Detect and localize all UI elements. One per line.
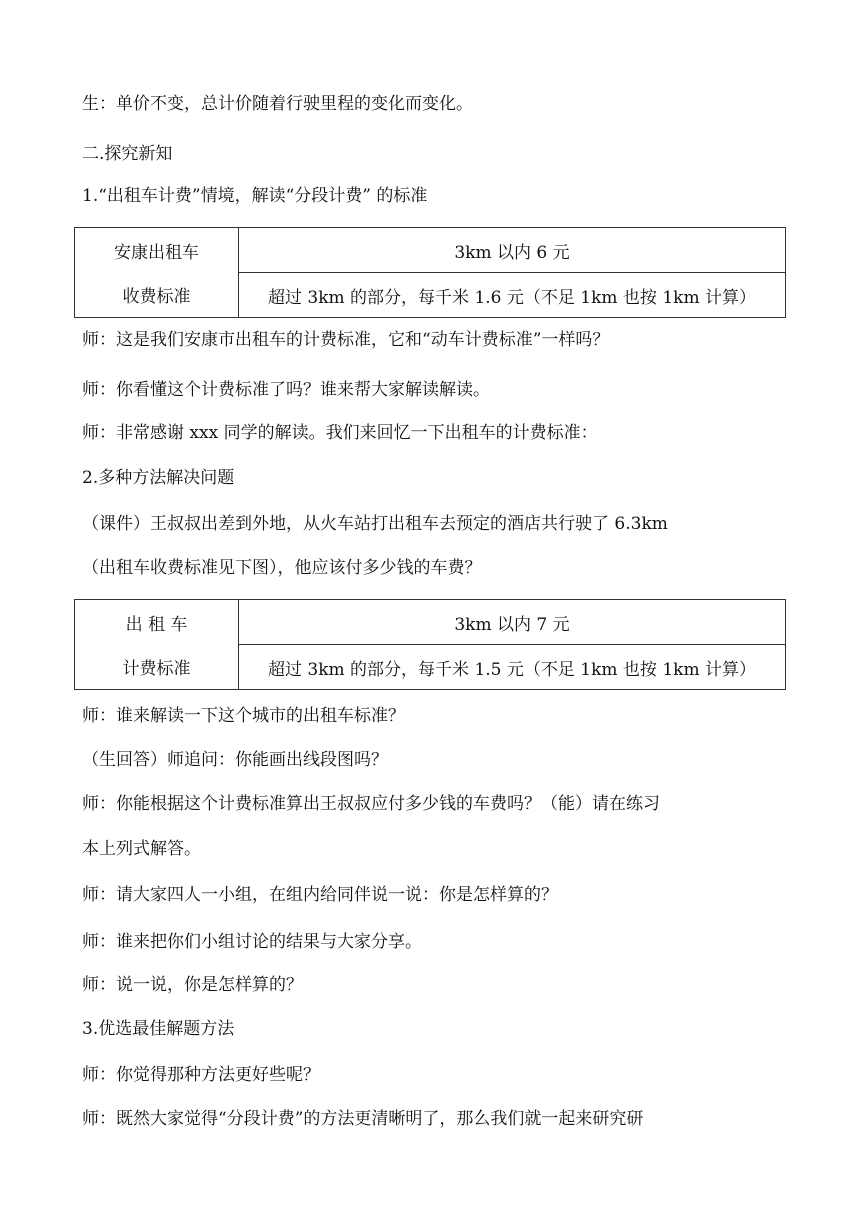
subsection-heading: 2.多种方法解决问题 <box>82 468 235 488</box>
fee-table-ankang <box>74 227 786 318</box>
paragraph-line: （生回答）师追问：你能画出线段图吗？ <box>82 750 388 770</box>
paragraph-line: 师：谁来解读一下这个城市的出租车标准？ <box>82 706 405 726</box>
paragraph-line: 师：你能根据这个计费标准算出王叔叔应付多少钱的车费吗？（能）请在练习 <box>82 794 660 814</box>
paragraph-line: 师：你看懂这个计费标准了吗？谁来帮大家解读解读。 <box>82 380 490 400</box>
paragraph-line: 师：请大家四人一小组，在组内给同伴说一说：你是怎样算的？ <box>82 885 558 905</box>
fee-table-base-rate: 3km 以内 6 元 <box>239 228 786 273</box>
paragraph-line: 师：说一说，你是怎样算的？ <box>82 975 303 995</box>
paragraph-line: 师：谁来把你们小组讨论的结果与大家分享。 <box>82 932 422 952</box>
fee-table-label-line1: 出 租 车 <box>125 615 188 635</box>
paragraph-line: （课件）王叔叔出差到外地，从火车站打出租车去预定的酒店共行驶了 6.3km <box>82 514 668 534</box>
fee-table-base-rate: 3km 以内 7 元 <box>239 600 786 645</box>
fee-table-label-line1: 安康出租车 <box>114 243 199 263</box>
fee-table-label <box>75 228 239 318</box>
fee-table-label-line2: 计费标准 <box>122 659 191 679</box>
fee-table-label-line2: 收费标准 <box>122 287 191 307</box>
paragraph-line: （出租车收费标准见下图），他应该付多少钱的车费？ <box>82 558 482 578</box>
paragraph-line: 生：单价不变，总计价随着行驶里程的变化而变化。 <box>82 94 473 114</box>
fee-table-extra-rate: 超过 3km 的部分，每千米 1.5 元（不足 1km 也按 1km 计算） <box>239 645 786 690</box>
fee-table-label <box>75 600 239 690</box>
section-heading: 二.探究新知 <box>82 144 173 164</box>
paragraph-line: 师：既然大家觉得“分段计费”的方法更清晰明了，那么我们就一起来研究研 <box>82 1109 644 1129</box>
fee-table-other-city <box>74 599 786 690</box>
subsection-heading: 1.“出租车计费”情境，解读“分段计费” 的标准 <box>82 186 428 206</box>
subsection-heading: 3.优选最佳解题方法 <box>82 1019 235 1039</box>
paragraph-line: 师：非常感谢 xxx 同学的解读。我们来回忆一下出租车的计费标准： <box>82 423 598 443</box>
fee-table-extra-rate: 超过 3km 的部分，每千米 1.6 元（不足 1km 也按 1km 计算） <box>239 273 786 318</box>
paragraph-line: 师：这是我们安康市出租车的计费标准，它和“动车计费标准”一样吗？ <box>82 330 610 350</box>
paragraph-line: 本上列式解答。 <box>82 839 201 859</box>
paragraph-line: 师：你觉得那种方法更好些呢？ <box>82 1065 320 1085</box>
